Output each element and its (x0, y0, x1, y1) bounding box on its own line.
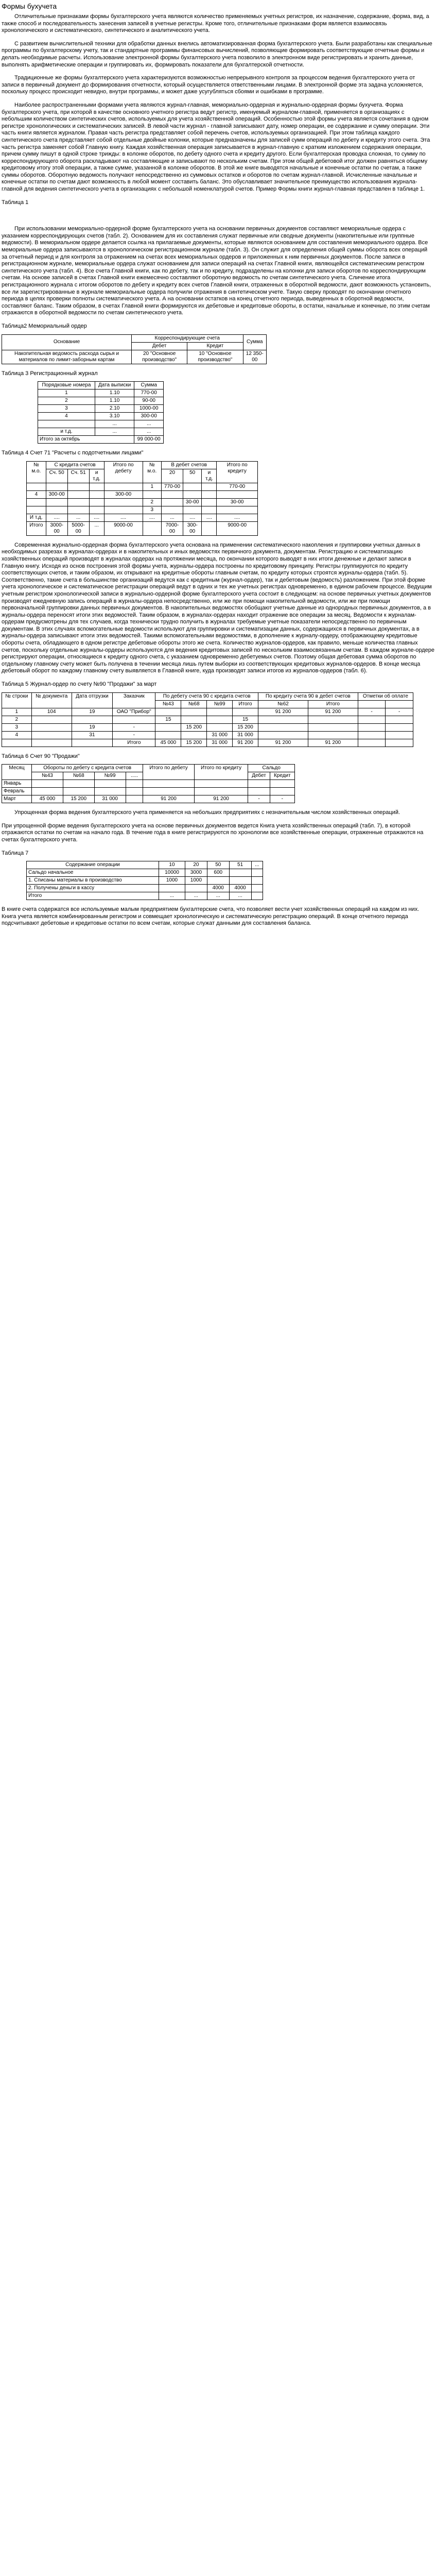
table-cell: 1 (143, 483, 161, 490)
table-cell (162, 506, 183, 514)
table-cell: 1.10 (95, 389, 134, 397)
table-cell (159, 885, 185, 892)
table-cell: 91 200 (308, 708, 358, 716)
table-cell (308, 731, 358, 739)
document (0, 0, 436, 944)
table-cell: 4 (2, 731, 32, 739)
table-row (2, 723, 413, 731)
table-cell (67, 498, 89, 506)
table-cell: 91 200 (258, 739, 308, 747)
header-cell: № документа (31, 692, 72, 708)
table-cell (143, 521, 161, 535)
table-cell (143, 490, 161, 498)
table-cell (31, 788, 63, 795)
header-cell: Сч. 51 (67, 469, 89, 483)
table-cell: 3000 (185, 869, 207, 877)
table-cell (207, 723, 233, 731)
table-7 (26, 861, 434, 900)
table-cell: 770-00 (217, 483, 258, 490)
table-cell: 31 000 (233, 731, 258, 739)
table-cell (162, 498, 183, 506)
table-cell (202, 498, 217, 506)
header-cell: № строки (2, 692, 32, 708)
paragraph-8: При упрощенной форме ведения бухгалтерского учета на основе первичных документов ведется Книга учета хозяйственных операций (табл. 7), в которой отражаются остатки по счетам на начало года. В течение года в книге регистрируются по хронологии все хозяйственные операции, отраженные отражаются на счетах бухгалтерского учета. (2, 822, 424, 843)
header-cell: Месяц (2, 765, 32, 780)
table-cell: - (113, 731, 155, 739)
table-cell (251, 877, 263, 885)
table-cell: ... (95, 420, 134, 428)
table-cell (63, 788, 94, 795)
table-row (27, 877, 263, 885)
table-cell: Февраль (2, 788, 32, 795)
table-cell: ... (67, 514, 89, 521)
header-cell: Содержание операции (27, 861, 159, 869)
table-cell (248, 780, 270, 788)
table-row (2, 739, 413, 747)
table-cell (126, 795, 143, 803)
header-cell: и т.д. (202, 469, 217, 483)
table-row (2, 708, 413, 716)
table-row (27, 892, 263, 900)
table-cell (72, 716, 112, 723)
table-cell (155, 723, 181, 731)
header-cell: По дебету счета 90 с кредита счетов (155, 692, 258, 700)
table-cell: 1.10 (95, 397, 134, 405)
header-cell: №43 (31, 772, 63, 780)
table-cell: 31 (72, 731, 112, 739)
paragraph-9: В книге счета содержатся все используемые малым предприятием бухгалтерские счета, что позволяет вести учет хозяйственных операций на каждом из них. Книга учета является комбинированным регистром и совмещает хронологическую и систематическую регистрацию операций. В конце отчетного периода подсчитывают дебетовые и кредитовые остатки по всем счетам, которые служат данными для составления баланса. (2, 906, 420, 927)
header-cell: По кредиту счета 90 в дебет счетов (258, 692, 358, 700)
table-cell: 2 (38, 397, 95, 405)
table-cell: Итого (27, 892, 159, 900)
table-cell: 2.10 (95, 405, 134, 413)
table-cell: ... (185, 892, 207, 900)
table-cell (251, 885, 263, 892)
table-cell (229, 869, 251, 877)
table-cell: ... (207, 892, 229, 900)
table-cell: 770-00 (162, 483, 183, 490)
header-cell: ... (251, 861, 263, 869)
header-cell: 20 (162, 469, 183, 483)
header-cell: С кредита счетов (46, 461, 104, 469)
paragraph-3: Традиционные же формы бухгалтерского учета характеризуются возможностью непрерывного контроля за процессом ведения бухгалтерского учета от записи в первичный документ до формирования отчетности, который осуществляется ответственными лицами. В электронной форме эта задача усложняется, поскольку процесс происходит невидно, внутри программы, и может даже усугубляться сбоями и ошибками в программе. (2, 75, 423, 95)
table-cell (113, 716, 155, 723)
table-cell (27, 483, 46, 490)
table-cell: ОАО "Прибор" (113, 708, 155, 716)
table-cell: 1000 (185, 877, 207, 885)
table-6 (2, 764, 434, 803)
table-cell (308, 723, 358, 731)
table-cell (181, 731, 207, 739)
table-cell (202, 506, 217, 514)
table-5-body (2, 708, 413, 747)
table-row (2, 795, 295, 803)
table-1-caption: Таблица 1 (2, 199, 29, 206)
table-cell: .... (217, 514, 258, 521)
table-cell: 90-00 (134, 397, 164, 405)
table-cell: 15 200 (63, 795, 94, 803)
header-cell: ..... (126, 772, 143, 780)
table-cell (72, 739, 112, 747)
table-cell (46, 483, 67, 490)
table-cell (358, 731, 386, 739)
table-cell: 91 200 (143, 795, 194, 803)
table-cell: 104 (31, 708, 72, 716)
table-cell (181, 716, 207, 723)
table-cell: 3 (2, 723, 32, 731)
table-cell: 99 000-00 (134, 436, 164, 444)
table-cell: 45 000 (155, 739, 181, 747)
table-cell: 10000 (159, 869, 185, 877)
header-cell: 51 (229, 861, 251, 869)
paragraph-6: Современная журнально-ордерная форма бухгалтерского учета основана на применении систематического накопления и группировки учетных данных в необходимых разрезах в журналах-ордерах и в накопительных и иных ведомостях первичного документа, документам. Регистрацию и систематизацию хозяйственных операций производят в журналах ордерах на протяжении месяца, по окончании которого выводят в них итоги денежные и делают записи в Главную книгу. Исходя из основ построения этой формы учета, журналы-ордера построены по кредитовому принципу. Регистры группируются по кредиту соответствующих счетов, и таким образом, их открывают на кредитные обороты главным счетам, по кредиту которых строятся журналы-ордера (табл. 5). Соответственно, такие счета в большинстве организаций ведутся как с кредитным (журнал-ордер), так и дебетовым (ведомость) разложением. При этой форме учета хронологическое и систематическое регистрации операций ведут в одних и тех же учетных регистрах одновременно, в едином рабочем процессе. Ведущим учетным регистром хронологической записи в журнально-ордерной форме бухгалтерского учета состоит в следующем: на основе первичных учетных документов производят ежедневную запись операций в журналы-ордера непосредственно, или же при помощи накопительной ведомости, или же при помощи первоначальной группировки данных первичных документов. В накопительных ведомостях обобщают учетные данные из однородных первичных документов, а в журналы-ордера переносят итоги этих ведомостей. Таким образом, в журналах-ордерах находит отражение все операции за месяц. Ведомости к журналам-ордерам предусмотрены для тех случаев, когда технически трудно получить в журналах требуемые учетные показатели непосредственно по первичным документам. В этих случаях вспомогательные ведомости используют для группировки и систематизации данных, содержащихся в первичных документах, а в журналы-ордера записывают итоги этих ведомостей. Такими вспомогательными ведомостями, в дополнение к журналу-ордеру, отображающему кредитовые обороты счета, обладающего в одном регистре дебетовые обороты этого же счета. Количество журналов-ордеров, как правило, меньше количества главных счетов, поскольку отдельные журналы-ордеры используются для ведения кредитовых записей по нескольким взаимосвязанным счетам. В каждом журнале-ордере регистрируют операции, относящиеся к кредиту одного счета, с указанием одновременно дебетуемых счетов. Поэтому общая дебетовая сумма оборотов по отдельному главному счету может быть получена в течении месяца лишь путем выборки из соответствующих кредитовых журналов-ордеров. В конце месяца дебетовый оборот по каждому главному счету выявляется в Главной книге, куда производят записи итогов из журналов-ордеров (табл. 6). (2, 541, 434, 674)
paragraph-2: С развитием вычислительной техники для обработки данных внелись автоматизированная форма бухгалтерского учета. Были разработаны как специальные программы по бухгалтерскому учету, так и стандартные программы финансовых вычислений, позволяющие формировать соответствующие отчетные формы и делать необходимые расчеты. Использование электронной формы бухгалтерского учета позволило в электронном виде регистрировать и хранить данные, выполнять арифметические операции и группировать их, формировать показатели для бухгалтерской отчетности. (2, 40, 432, 68)
table-cell: Накопительная ведомость расхода сырья и материалов по лимит-заборным картам (2, 350, 132, 364)
table-cell (202, 521, 217, 535)
table-cell (386, 739, 413, 747)
table-cell (31, 716, 72, 723)
table-cell (386, 723, 413, 731)
table-cell (233, 708, 258, 716)
table-cell: Март (2, 795, 32, 803)
table-cell: 1 (2, 708, 32, 716)
table-cell: 19 (72, 708, 112, 716)
header-cell: Обороты по дебету с кредита счетов (31, 765, 143, 772)
header-cell: № м.о. (143, 461, 161, 483)
table-cell: Сальдо начальное (27, 869, 159, 877)
table-cell: .... (183, 514, 201, 521)
table-cell (89, 490, 104, 498)
table-row (27, 490, 258, 498)
table-cell (38, 420, 95, 428)
table-cell (67, 483, 89, 490)
table-cell (251, 869, 263, 877)
table-cell: 3 (143, 506, 161, 514)
table-cell: 3.10 (95, 413, 134, 420)
table-cell: 5000-00 (67, 521, 89, 535)
table-row (27, 506, 258, 514)
table-cell: ... (95, 428, 134, 436)
table-cell (270, 788, 294, 795)
header-cell: № м.о. (27, 461, 46, 483)
table-cell: .... (104, 514, 143, 521)
header-cell: Основание (2, 334, 132, 350)
table-cell (251, 892, 263, 900)
table-cell (194, 780, 248, 788)
table-cell: 9000-00 (104, 521, 143, 535)
table-cell (46, 498, 67, 506)
table-cell: 20 "Основное производство" (132, 350, 187, 364)
table-cell (104, 506, 143, 514)
table-cell (46, 506, 67, 514)
table-cell: 1. Списаны материалы в производство (27, 877, 159, 885)
table-cell: ... (229, 892, 251, 900)
table-2-caption: Таблица2 Мемориальный ордер (2, 323, 87, 329)
table-cell (217, 490, 258, 498)
table-cell (217, 506, 258, 514)
header-cell: №68 (181, 700, 207, 708)
table-cell: ... (89, 521, 104, 535)
table-cell (181, 708, 207, 716)
table-row (27, 514, 258, 521)
table-cell: - (358, 708, 386, 716)
table-cell (126, 788, 143, 795)
table-cell (248, 788, 270, 795)
table-3-caption: Таблица 3 Регистрационный журнал (2, 370, 98, 377)
table-cell: Итого за октябрь (38, 436, 134, 444)
table-4-caption: Таблица 4 Счет 71 "Расчеты с подотчетными лицами" (2, 450, 144, 456)
table-cell (202, 483, 217, 490)
table-cell: 1 (38, 389, 95, 397)
table-cell: 31 000 (207, 731, 233, 739)
table-cell: 15 200 (233, 723, 258, 731)
table-6-body (2, 780, 295, 803)
table-cell: 1000-00 (134, 405, 164, 413)
table-cell (207, 708, 233, 716)
table-cell: 31 000 (207, 739, 233, 747)
table-cell (27, 506, 46, 514)
table-cell: ... (162, 514, 183, 521)
header-cell: №99 (94, 772, 126, 780)
header-cell: Сумма (134, 382, 164, 389)
page-title: Формы бухучета (2, 2, 57, 10)
header-cell: Дебет (132, 342, 187, 350)
table-cell (358, 723, 386, 731)
table-cell (229, 877, 251, 885)
table-cell: 4000 (207, 885, 229, 892)
table-cell (2, 739, 32, 747)
table-cell: И т.д. (27, 514, 46, 521)
table-cell: Январь (2, 780, 32, 788)
table-cell (126, 780, 143, 788)
table-cell: 91 200 (308, 739, 358, 747)
table-cell: 10 "Основное производство" (187, 350, 243, 364)
table-cell (155, 731, 181, 739)
paragraph-4: Наиболее распространенными формами учета являются журнал-главная, мемориально-ордерная и журнально-ордерная формы бухучета. Форма бухгалтерского учета, при которой в качестве основного учетного регистра ведут регистр, именуемый журналом-главной, применяется в организациях с небольшим количеством синтетических счетов, используемых для учета хозяйственной операций. Особенностью этой формы учета является сочетания в одном регистре хронологических и систематических записей. В левой части журнал - главной записывают дату, номер операции, ее содержание и сумму операции. Эти часть книги является журналом. Правая часть регистра представляет собой перечень счетов, используемых организацией. При этом таблица каждого синтетического счета представляет собой отдельные двойные колонки, которые предназначены для записей сумм операций по дебету и кредиту этого счета. Эта часть регистра заменяет собой Главную книгу. Каждая хозяйственная операция записывается в журнал-главную с кратким изложением содержания операции, причем сумму пишут в одной строке трижды: в колонке оборотов, по дебету одного счета и кредиту другого. Если бухгалтерская проводка сложная, то сумму по корреспондирующего оборота раскладывают на составляющие и записывают по нескольким счетам. При этом общей дебетовой итог должен равняться общему кредитовому итогу этой операции, а также сумме, указанной в колонке оборотов. В этой же книге выводятся начальные и конечные остатки по счетам, а также суммы оборотов. Оборотную ведомость получают непосредственно из суммовых остатков и оборотов по счетам журнал-главной. Исчисленные начальные и конечные остатки по счетам дают возможность в любой момент составить баланс. Это обуславливает значительное преимущество использования журнала-главной для ведения синтетического учета в организациях с небольшой номенклатурой счетов. Пример Формы книги журнал-главная представлен в таблице 1. (2, 101, 430, 193)
table-5 (2, 692, 434, 747)
table-6-caption: Таблица 6 Счет 90 "Продажи" (2, 753, 80, 759)
header-cell: Итого по кредиту (217, 461, 258, 483)
table-cell: 45 000 (31, 795, 63, 803)
table-cell (258, 716, 308, 723)
header-cell: В дебет счетов (162, 461, 217, 469)
header-cell: Заказчик (113, 692, 155, 708)
header-cell: Дебет (248, 772, 270, 780)
table-cell: Итого (113, 739, 155, 747)
table-cell: 15 (155, 716, 181, 723)
table-cell (31, 723, 72, 731)
header-cell: Кредит (270, 772, 294, 780)
table-cell: ... (134, 428, 164, 436)
table-row (27, 498, 258, 506)
table-cell: 300-00 (134, 413, 164, 420)
header-cell: №99 (207, 700, 233, 708)
header-cell (386, 700, 413, 708)
table-4-body (27, 483, 258, 535)
table-cell (358, 739, 386, 747)
table-cell: - (386, 708, 413, 716)
table-cell (207, 877, 229, 885)
table-row (27, 869, 263, 877)
header-cell: 20 (185, 861, 207, 869)
table-cell: 2. Получены деньги в кассу (27, 885, 159, 892)
table-cell: - (270, 795, 294, 803)
table-3 (38, 381, 434, 444)
table-cell: 3000-00 (46, 521, 67, 535)
table-cell (89, 498, 104, 506)
header-cell: Итого (233, 700, 258, 708)
table-row (2, 731, 413, 739)
table-cell (31, 731, 72, 739)
paragraph-5: При использовании мемориально-ордерной форме бухгалтерского учета на основании первичных документов составляют мемориальные ордера с указанием корреспондирующих счетов (табл. 2). Основанием для их составления служат первичные или сводные документы (накопительные или группные ведомости). В мемориальном ордере делается ссылка на прилагаемые документы, которые являются основанием для составления мемориального ордера. Все мемориальные ордера записываются в хронологическом регистрационном журнале (табл. 3). Он служит для определения общей суммы оборота всех операций за отчетный период и для контроля за отражением на счетах всех мемориальных ордеров и приложенных к ним первичных документов. После записи в регистрационном журнале, мемориальные ордера служат основанием для записи операций на счетах Главной книги, являющейся систематическим регистром синтетического учета (табл. 4). Все счета Главной книги, как по дебету, так и по кредиту, подразделены на колонки для записи оборотов по корреспондирующим счетам. На основе записей в счетах Главной книги ежемесячно составляют оборотную ведомость по счетам синтетического учета. Сличение итога регистрационного журнала с итогом оборотов по дебету и кредиту всех счетов Главной книги, отраженных в оборотной ведомости, дают возможность установить, все ли зарегистрированные в журнале мемориальные ордера получили отражения в синтетическом учете. Такую сверку проводят по окончании отчетного периода в целях проверки полноты систематического учета. А на основании остатков на конец отчетного периода, выведенных в оборотной ведомости, составляют баланс. Таким образом, в счетах Главной книги формируются их дебетовые и кредитовые обороты, в остатки, начальные и конечные, по этим счетам отражаются в оборотной ведомости по счетам синтетического учета. (2, 226, 431, 316)
table-cell (162, 490, 183, 498)
header-cell: Сальдо (248, 765, 295, 772)
header-cell: Итого по кредиту (194, 765, 248, 780)
table-cell (358, 716, 386, 723)
table-cell: .... (46, 514, 67, 521)
table-cell: 12 350-00 (243, 350, 267, 364)
table-2 (2, 334, 434, 364)
table-cell (258, 723, 308, 731)
header-cell: Порядковые номера (38, 382, 95, 389)
table-cell (155, 708, 181, 716)
header-cell: Дата отгрузки (72, 692, 112, 708)
table-cell (143, 780, 194, 788)
table-cell (63, 780, 94, 788)
header-cell: Корреспондирующие счета (132, 334, 243, 342)
header-cell: Итого (308, 700, 358, 708)
table-cell: 300-00 (46, 490, 67, 498)
table-cell: 2 (143, 498, 161, 506)
header-cell: 10 (159, 861, 185, 869)
table-cell (386, 716, 413, 723)
table-row (2, 780, 295, 788)
table-cell: .... (202, 514, 217, 521)
paragraph-7: Упрощенная форма ведения бухгалтерского учета применяется на небольших предприятиях с незначительным числом хозяйственных операций. (14, 809, 400, 816)
table-row (27, 483, 258, 490)
table-7-caption: Таблица 7 (2, 850, 29, 856)
table-row (2, 788, 295, 795)
table-cell (89, 506, 104, 514)
table-cell: 3 (38, 405, 95, 413)
header-cell: №43 (155, 700, 181, 708)
table-cell (94, 780, 126, 788)
table-cell: - (248, 795, 270, 803)
header-cell: Сч. 50 (46, 469, 67, 483)
header-cell: Итого по дебету (143, 765, 194, 780)
table-cell (27, 498, 46, 506)
table-cell (104, 498, 143, 506)
table-row (27, 521, 258, 535)
table-cell (31, 780, 63, 788)
table-cell: 7000-00 (162, 521, 183, 535)
table-cell: - (113, 723, 155, 731)
table-cell: Итого (27, 521, 46, 535)
table-cell (185, 885, 207, 892)
table-cell: 30-00 (217, 498, 258, 506)
header-cell: Итого по дебету (104, 461, 143, 483)
table-row (27, 885, 263, 892)
table-cell (31, 739, 72, 747)
table-cell (89, 483, 104, 490)
table-cell (386, 731, 413, 739)
header-cell (358, 700, 386, 708)
table-cell (258, 731, 308, 739)
table-cell: ... (159, 892, 185, 900)
table-cell: 4000 (229, 885, 251, 892)
table-cell (94, 788, 126, 795)
table-cell: 9000-00 (217, 521, 258, 535)
header-cell: №68 (63, 772, 94, 780)
table-cell (67, 506, 89, 514)
header-cell: Дата выписки (95, 382, 134, 389)
table-cell: 4 (38, 413, 95, 420)
table-cell: 15 200 (181, 739, 207, 747)
table-cell (183, 490, 201, 498)
table-cell (202, 490, 217, 498)
table-cell: 31 000 (94, 795, 126, 803)
table-cell (207, 716, 233, 723)
table-cell (308, 716, 358, 723)
header-cell: и т.д. (89, 469, 104, 483)
table-cell: 2 (2, 716, 32, 723)
table-cell: 30-00 (183, 498, 201, 506)
table-4 (26, 461, 434, 536)
table-5-caption: Таблица 5 Журнал-ордер по счету №90 "Продажи" за март (2, 681, 157, 688)
table-cell: 1000 (159, 877, 185, 885)
header-cell: Отметки об оплате (358, 692, 413, 700)
header-cell: Кредит (187, 342, 243, 350)
table-cell (270, 780, 294, 788)
table-cell: ... (134, 420, 164, 428)
table-7-body (27, 869, 263, 900)
table-cell: 15 (233, 716, 258, 723)
table-cell (194, 788, 248, 795)
table-cell (104, 483, 143, 490)
table-cell: 15 200 (181, 723, 207, 731)
header-cell: 50 (183, 469, 201, 483)
paragraph-1: Отличительные признаками формы бухгалтерского учета являются количество применяемых учетных регистров, их назначение, содержание, форма, вид, а также способ и последовательность занесения записей в учетные регистры. Кроме того, отличительные признаками форм является взаимосвязь хронологического и систематического, синтетического и аналитического учета. (2, 13, 429, 34)
table-cell: 91 200 (194, 795, 248, 803)
table-cell: 91 200 (233, 739, 258, 747)
table-cell: 4 (27, 490, 46, 498)
header-cell: Сумма (243, 334, 267, 350)
table-row (2, 716, 413, 723)
table-cell (143, 788, 194, 795)
header-cell: 50 (207, 861, 229, 869)
table-cell: 300-00 (183, 521, 201, 535)
table-cell: .... (143, 514, 161, 521)
table-cell: 91 200 (258, 708, 308, 716)
table-cell: 300-00 (104, 490, 143, 498)
table-cell (183, 506, 201, 514)
table-cell: 600 (207, 869, 229, 877)
header-cell: №62 (258, 700, 308, 708)
table-cell (183, 483, 201, 490)
table-cell: .... (89, 514, 104, 521)
table-cell: 19 (72, 723, 112, 731)
table-cell (67, 490, 89, 498)
table-cell: и т.д. (38, 428, 95, 436)
table-cell: 770-00 (134, 389, 164, 397)
